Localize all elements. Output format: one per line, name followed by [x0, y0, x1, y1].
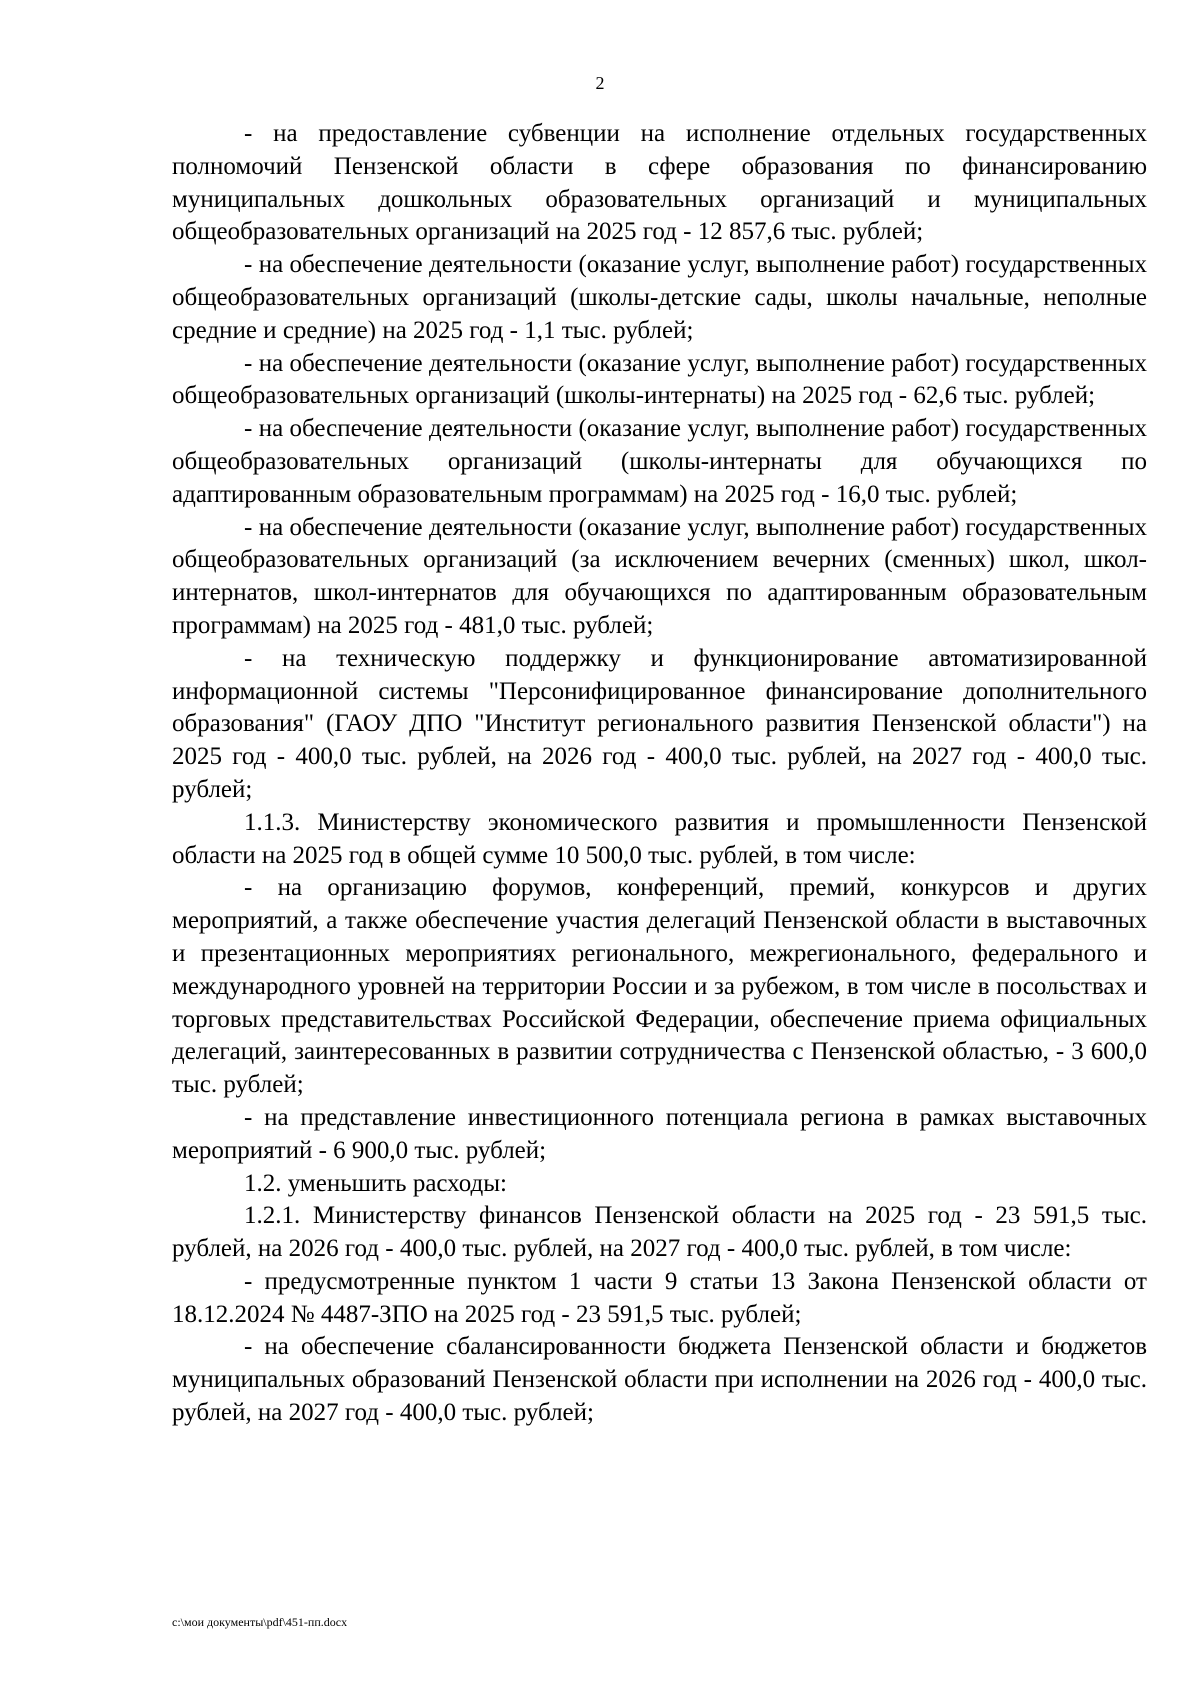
paragraph-general-schools: - на обеспечение деятельности (оказание услуг, выполнение работ) государственных общеобразовательных организаций (за исключением вечерних (сменных) школ, школ-интернатов, школ-интернатов для обучающихся по адаптированным образовательным программам) на 2025 год - 481,0 тыс. рублей; — [172, 513, 1147, 639]
paragraph-budget-balance: - на обеспечение сбалансированности бюджета Пензенской области и бюджетов муниципальных образований Пензенской области при исполнении на 2026 год - 400,0 тыс. рублей, на 2027 год - 400,0 тыс. рублей; — [172, 1333, 1147, 1427]
paragraph-investment-potential: - на представление инвестиционного потенциала региона в рамках выставочных мероприятий - 6 900,0 тыс. рублей; — [172, 1103, 1147, 1164]
document-body — [172, 118, 1147, 1430]
footer-file-path: c:\мои документы\pdf\451-пп.docx — [172, 1615, 348, 1629]
paragraph-ais-support: - на техническую поддержку и функционирование автоматизированной информационной системы "Персонифицированное финансирование дополнительного образования" (ГАОУ ДПО "Институт регионального развития Пензенской области") на 2025 год - 400,0 тыс. рублей, на 2026 год - 400,0 тыс. рублей, на 2027 год - 400,0 тыс. рублей; — [172, 644, 1147, 803]
paragraph-ministry-finance: 1.2.1. Министерству финансов Пензенской области на 2025 год - 23 591,5 тыс. рублей, на 2026 год - 400,0 тыс. рублей, на 2027 год - 400,0 тыс. рублей, в том числе: — [172, 1202, 1147, 1263]
paragraph-forums-events: - на организацию форумов, конференций, премий, конкурсов и других мероприятий, а также обеспечение участия делегаций Пензенской области в выставочных и презентационных мероприятиях регионального, межрегионального, федерального и международного уровней на территории России и за рубежом, в том числе в посольствах и торговых представительствах Российской Федерации, обеспечение приема официальных делегаций, заинтересованных в развитии сотрудничества с Пензенской областью, - 3 600,0 тыс. рублей; — [172, 874, 1147, 1099]
paragraph-subvention-education: - на предоставление субвенции на исполнение отдельных государственных полномочий Пензенской области в сфере образования по финансированию муниципальных дошкольных образовательных организаций и муниципальных общеобразовательных организаций на 2025 год - 12 857,6 тыс. рублей; — [172, 120, 1147, 246]
paragraph-reduce-expenses: 1.2. уменьшить расходы: — [244, 1169, 507, 1197]
paragraph-boarding-schools: - на обеспечение деятельности (оказание услуг, выполнение работ) государственных общеобразовательных организаций (школы-интернаты) на 2025 год - 62,6 тыс. рублей; — [172, 349, 1147, 410]
paragraph-boarding-schools-adapted: - на обеспечение деятельности (оказание услуг, выполнение работ) государственных общеобразовательных организаций (школы-интернаты для обучающихся по адаптированным образовательным программам) на 2025 год - 16,0 тыс. рублей; — [172, 415, 1147, 508]
paragraph-schools-kindergartens: - на обеспечение деятельности (оказание услуг, выполнение работ) государственных общеобразовательных организаций (школы-детские сады, школы начальные, неполные средние и средние) на 2025 год - 1,1 тыс. рублей; — [172, 251, 1147, 344]
page-number: 2 — [595, 73, 605, 93]
paragraph-ministry-economy: 1.1.3. Министерству экономического развития и промышленности Пензенской области на 2025 год в общей сумме 10 500,0 тыс. рублей, в том числе: — [172, 808, 1147, 869]
paragraph-law-reference: - предусмотренные пунктом 1 части 9 статьи 13 Закона Пензенской области от 18.12.2024 № 4487-ЗПО на 2025 год - 23 591,5 тыс. рублей; — [172, 1267, 1147, 1328]
